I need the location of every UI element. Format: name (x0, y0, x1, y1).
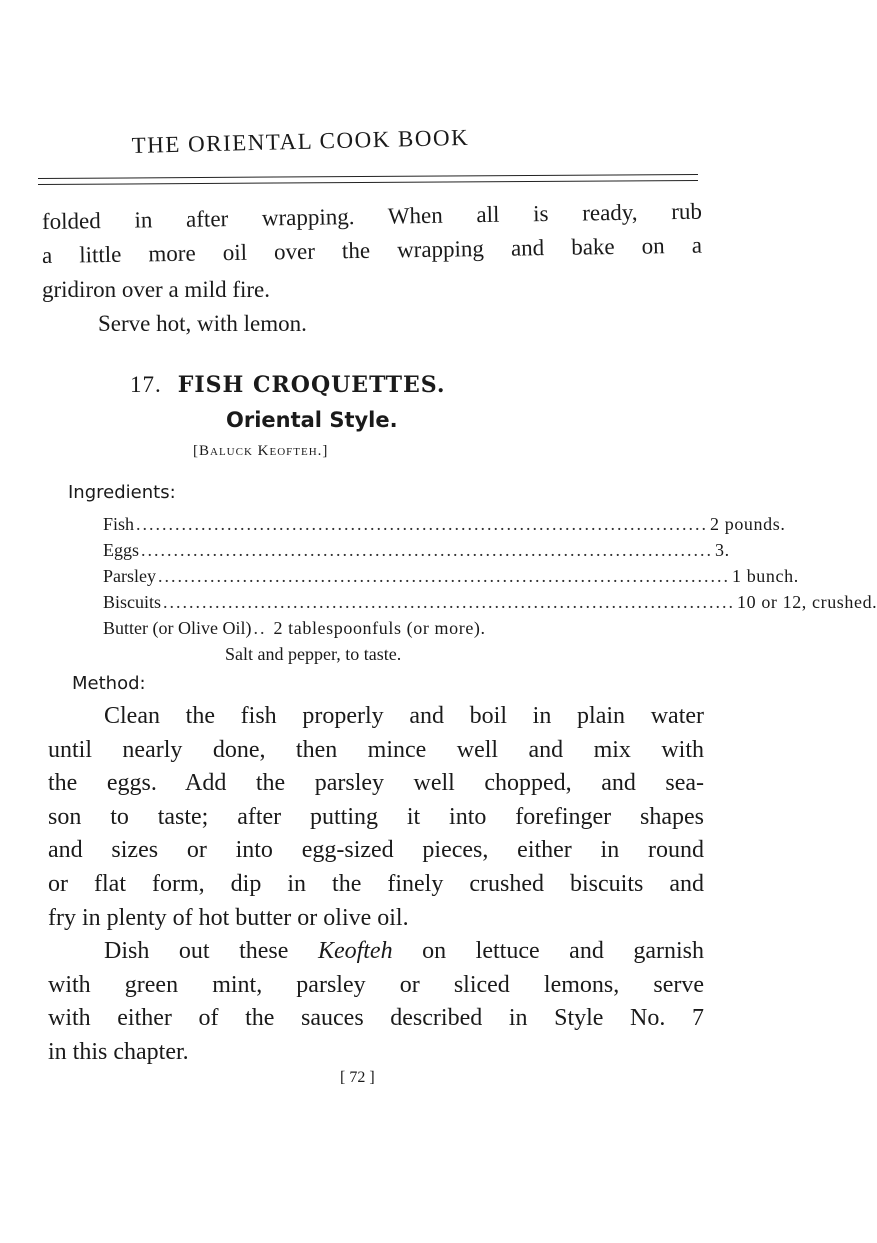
ingredient-quantity: 3. (715, 540, 730, 560)
ingredient-row (103, 615, 635, 641)
text-segment: on lettuce and garnish (392, 938, 705, 965)
text-line: son to taste; after putting it into forefinger shapes (48, 803, 704, 830)
text-line: Clean the fish properly and boil in plain water (104, 703, 704, 729)
leader-dots: ........................................................................................ (158, 566, 730, 586)
text-line: a little more oil over the wrapping and bake on a (41, 232, 703, 268)
text-line: until nearly done, then mince well and mix with (48, 736, 704, 763)
text-line: and sizes or into egg-sized pieces, either in round (48, 837, 704, 864)
italic-term: Keofteh (317, 938, 393, 965)
recipe-subtitle: Oriental Style. (226, 408, 398, 432)
ingredient-row (103, 537, 730, 563)
ingredient-name: Parsley (103, 566, 156, 586)
leader-dots: ........................................................................................ (136, 514, 709, 534)
ingredient-name: Eggs (103, 540, 139, 560)
recipe-title: FISH CROQUETTES. (177, 372, 446, 398)
text-line: with green mint, parsley or sliced lemons, serve (48, 971, 704, 998)
ingredient-quantity: 2 pounds. (710, 514, 786, 534)
text-line: fry in plenty of hot butter or olive oil. (48, 904, 409, 931)
leader-dots: ........................................................................................ (141, 540, 713, 560)
text-line: the eggs. Add the parsley well chopped, and sea- (48, 770, 704, 797)
ingredient-name: Biscuits (103, 592, 162, 612)
text-line: folded in after wrapping. When all is ready, rub (41, 198, 703, 234)
method-text (48, 700, 704, 1070)
ingredient-name: Fish (103, 514, 135, 534)
ingredient-quantity: 2 tablespoonfuls (or more). (273, 618, 486, 638)
text-line: with either of the sauces described in Style No. 7 (48, 1005, 704, 1032)
text-line: in this chapter. (48, 1038, 189, 1065)
recipe-heading (130, 372, 446, 398)
ingredient-name: Butter (or Olive Oil) (103, 618, 252, 638)
continued-paragraph (41, 198, 703, 341)
ingredient-quantity: 1 bunch. (732, 566, 799, 586)
ingredient-row (103, 589, 877, 615)
text-segment: Dish out these (104, 938, 318, 965)
recipe-native-name: [Baluck Keofteh.] (193, 443, 329, 459)
recipe-number: 17. (130, 372, 162, 397)
ingredient-row (103, 563, 799, 589)
running-head: THE ORIENTAL COOK BOOK (131, 124, 470, 159)
serve-line: Serve hot, with lemon. (98, 311, 307, 336)
leader-dots: .. (253, 618, 267, 638)
text-line (48, 935, 704, 969)
method-label: Method: (72, 673, 146, 694)
header-rule (38, 174, 698, 179)
ingredient-quantity: 10 or 12, crushed. (737, 592, 877, 612)
ingredients-list (103, 511, 877, 667)
ingredient-row (103, 511, 786, 537)
ingredients-label: Ingredients: (68, 482, 176, 503)
text-line: gridiron over a mild fire. (42, 277, 271, 302)
page-number: [ 72 ] (340, 1069, 375, 1086)
text-line: or flat form, dip in the finely crushed biscuits and (48, 870, 704, 897)
leader-dots: ........................................................................................ (163, 592, 736, 612)
ingredients-note: Salt and pepper, to taste. (225, 644, 402, 664)
header-rule-thin (38, 180, 698, 185)
